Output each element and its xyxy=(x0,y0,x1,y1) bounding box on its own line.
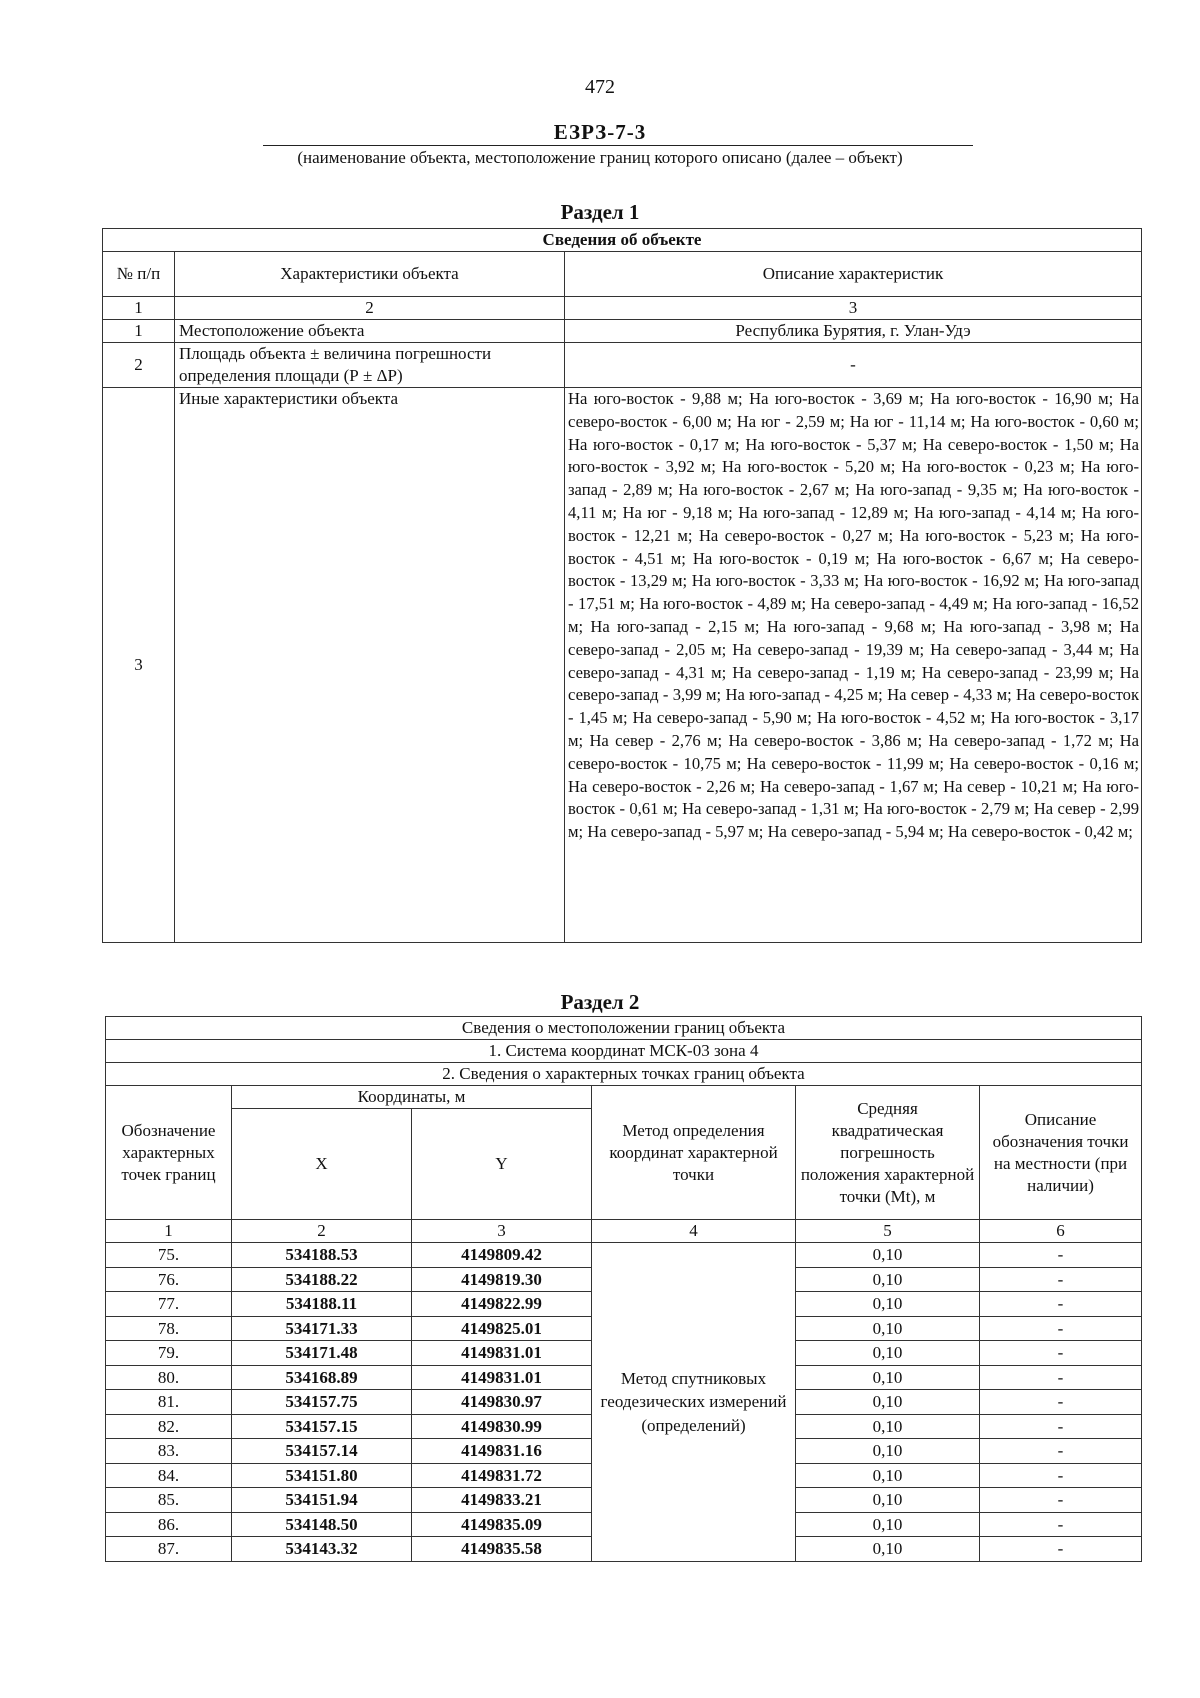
point-id: 77. xyxy=(106,1292,232,1317)
col-number: 3 xyxy=(412,1220,592,1243)
point-description: - xyxy=(980,1292,1142,1317)
point-y: 4149830.99 xyxy=(412,1414,592,1439)
point-accuracy: 0,10 xyxy=(796,1243,980,1268)
point-y: 4149830.97 xyxy=(412,1390,592,1415)
col-number: 1 xyxy=(103,297,175,320)
point-description: - xyxy=(980,1365,1142,1390)
table-row xyxy=(103,388,1142,943)
point-id: 80. xyxy=(106,1365,232,1390)
point-id: 86. xyxy=(106,1512,232,1537)
point-accuracy: 0,10 xyxy=(796,1512,980,1537)
header-x: X xyxy=(232,1109,412,1220)
object-caption: (наименование объекта, местоположение границ которого описано (далее – объект) xyxy=(297,148,903,167)
section1-table-title: Сведения об объекте xyxy=(103,229,1142,252)
section1-title: Раздел 1 xyxy=(560,200,640,224)
table-row xyxy=(106,1243,1142,1268)
section1-table xyxy=(102,228,1142,943)
point-description: - xyxy=(980,1537,1142,1562)
section2-title: Раздел 2 xyxy=(560,990,640,1014)
point-id: 87. xyxy=(106,1537,232,1562)
section2-table-title: Сведения о местоположении границ объекта xyxy=(106,1017,1142,1040)
point-x: 534188.53 xyxy=(232,1243,412,1268)
header-method: Метод определения координат характерной точки xyxy=(592,1086,796,1220)
point-description: - xyxy=(980,1267,1142,1292)
section2-table xyxy=(105,1016,1142,1562)
point-accuracy: 0,10 xyxy=(796,1267,980,1292)
object-name: ЕЗРЗ-7-3 xyxy=(553,120,647,144)
col-number: 2 xyxy=(232,1220,412,1243)
point-method: Метод спутниковых геодезических измерений (определений) xyxy=(592,1243,796,1562)
point-y: 4149825.01 xyxy=(412,1316,592,1341)
point-id: 84. xyxy=(106,1463,232,1488)
point-x: 534157.14 xyxy=(232,1439,412,1464)
point-id: 75. xyxy=(106,1243,232,1268)
point-x: 534157.15 xyxy=(232,1414,412,1439)
point-accuracy: 0,10 xyxy=(796,1537,980,1562)
point-x: 534148.50 xyxy=(232,1512,412,1537)
point-x: 534171.33 xyxy=(232,1316,412,1341)
point-y: 4149809.42 xyxy=(412,1243,592,1268)
col-number: 3 xyxy=(565,297,1142,320)
header-characteristics: Характеристики объекта xyxy=(175,252,565,297)
point-description: - xyxy=(980,1439,1142,1464)
point-x: 534157.75 xyxy=(232,1390,412,1415)
point-id: 79. xyxy=(106,1341,232,1366)
point-x: 534168.89 xyxy=(232,1365,412,1390)
point-accuracy: 0,10 xyxy=(796,1316,980,1341)
point-id: 78. xyxy=(106,1316,232,1341)
point-accuracy: 0,10 xyxy=(796,1341,980,1366)
point-accuracy: 0,10 xyxy=(796,1390,980,1415)
row-description: На юго-восток - 9,88 м; На юго-восток - 3,69 м; На юго-восток - 16,90 м; На северо-восток - 6,00 м; На юг - 2,59 м; На юг - 11,14 м; На юго-восток - 0,60 м; На юго-восток - 0,17 м; На юго-восток - 5,37 м; На северо-восток - 1,50 м; На юго-восток - 3,92 м; На юго-восток - 5,20 м; На юго-восток - 0,23 м; На юго-запад - 2,89 м; На юго-восток - 2,67 м; На юго-запад - 9,35 м; На юго-восток - 4,11 м; На юг - 9,18 м; На юго-запад - 12,89 м; На юго-запад - 4,14 м; На юго-восток - 12,21 м; На северо-восток - 0,27 м; На юго-восток - 5,23 м; На юго-восток - 4,51 м; На юго-восток - 0,19 м; На юго-восток - 6,67 м; На северо-восток - 13,29 м; На юго-восток - 3,33 м; На юго-восток - 16,92 м; На юго-запад - 17,51 м; На юго-восток - 4,89 м; На северо-запад - 4,49 м; На юго-запад - 16,52 м; На юго-запад - 2,15 м; На юго-запад - 9,68 м; На юго-запад - 3,98 м; На северо-запад - 2,05 м; На северо-запад - 19,39 м; На северо-запад - 3,44 м; На северо-запад - 4,31 м; На северо-запад - 1,19 м; На северо-запад - 23,99 м; На северо-запад - 3,99 м; На юго-запад - 4,25 м; На север - 4,33 м; На северо-восток - 1,45 м; На северо-запад - 5,90 м; На юго-восток - 4,52 м; На юго-восток - 3,17 м; На север - 2,76 м; На северо-восток - 3,86 м; На северо-запад - 1,72 м; На северо-восток - 10,75 м; На северо-восток - 11,99 м; На северо-восток - 0,16 м; На северо-восток - 2,26 м; На северо-запад - 1,67 м; На север - 10,21 м; На юго-восток - 0,61 м; На северо-запад - 1,31 м; На юго-восток - 2,79 м; На север - 2,99 м; На северо-запад - 5,97 м; На северо-запад - 5,94 м; На северо-восток - 0,42 м; xyxy=(565,388,1142,943)
row-description: Республика Бурятия, г. Улан-Удэ xyxy=(565,320,1142,343)
point-accuracy: 0,10 xyxy=(796,1414,980,1439)
header-coords: Координаты, м xyxy=(232,1086,592,1109)
point-id: 76. xyxy=(106,1267,232,1292)
point-description: - xyxy=(980,1512,1142,1537)
point-description: - xyxy=(980,1390,1142,1415)
points-title: 2. Сведения о характерных точках границ объекта xyxy=(106,1063,1142,1086)
point-description: - xyxy=(980,1488,1142,1513)
point-accuracy: 0,10 xyxy=(796,1439,980,1464)
point-id: 85. xyxy=(106,1488,232,1513)
point-id: 83. xyxy=(106,1439,232,1464)
row-characteristic: Иные характеристики объекта xyxy=(175,388,565,943)
header-point: Обозначение характерных точек границ xyxy=(106,1086,232,1220)
point-description: - xyxy=(980,1463,1142,1488)
point-y: 4149835.09 xyxy=(412,1512,592,1537)
row-characteristic: Площадь объекта ± величина погрешности определения площади (Р ± ΔР) xyxy=(175,343,565,388)
point-x: 534143.32 xyxy=(232,1537,412,1562)
row-num: 2 xyxy=(103,343,175,388)
header-y: Y xyxy=(412,1109,592,1220)
row-num: 1 xyxy=(103,320,175,343)
point-y: 4149831.01 xyxy=(412,1365,592,1390)
point-description: - xyxy=(980,1341,1142,1366)
header-num: № п/п xyxy=(103,252,175,297)
table-row xyxy=(103,320,1142,343)
point-id: 82. xyxy=(106,1414,232,1439)
point-id: 81. xyxy=(106,1390,232,1415)
point-accuracy: 0,10 xyxy=(796,1488,980,1513)
row-characteristic: Местоположение объекта xyxy=(175,320,565,343)
point-y: 4149835.58 xyxy=(412,1537,592,1562)
row-num: 3 xyxy=(103,388,175,943)
col-number: 1 xyxy=(106,1220,232,1243)
header-location-description: Описание обозначения точки на местности (при наличии) xyxy=(980,1086,1142,1220)
row-description: - xyxy=(565,343,1142,388)
point-x: 534188.11 xyxy=(232,1292,412,1317)
header-accuracy: Средняя квадратическая погрешность положения характерной точки (Mt), м xyxy=(796,1086,980,1220)
point-y: 4149831.01 xyxy=(412,1341,592,1366)
col-number: 6 xyxy=(980,1220,1142,1243)
point-y: 4149831.72 xyxy=(412,1463,592,1488)
col-number: 5 xyxy=(796,1220,980,1243)
point-y: 4149831.16 xyxy=(412,1439,592,1464)
point-accuracy: 0,10 xyxy=(796,1292,980,1317)
point-x: 534151.80 xyxy=(232,1463,412,1488)
point-x: 534151.94 xyxy=(232,1488,412,1513)
point-description: - xyxy=(980,1316,1142,1341)
object-name-underline xyxy=(263,145,973,146)
table-row xyxy=(103,343,1142,388)
point-description: - xyxy=(980,1243,1142,1268)
page-number: 472 xyxy=(585,76,615,98)
point-y: 4149819.30 xyxy=(412,1267,592,1292)
point-y: 4149833.21 xyxy=(412,1488,592,1513)
coord-system: 1. Система координат МСК-03 зона 4 xyxy=(106,1040,1142,1063)
point-accuracy: 0,10 xyxy=(796,1463,980,1488)
point-x: 534171.48 xyxy=(232,1341,412,1366)
point-y: 4149822.99 xyxy=(412,1292,592,1317)
point-x: 534188.22 xyxy=(232,1267,412,1292)
col-number: 4 xyxy=(592,1220,796,1243)
point-accuracy: 0,10 xyxy=(796,1365,980,1390)
col-number: 2 xyxy=(175,297,565,320)
header-description: Описание характеристик xyxy=(565,252,1142,297)
point-description: - xyxy=(980,1414,1142,1439)
